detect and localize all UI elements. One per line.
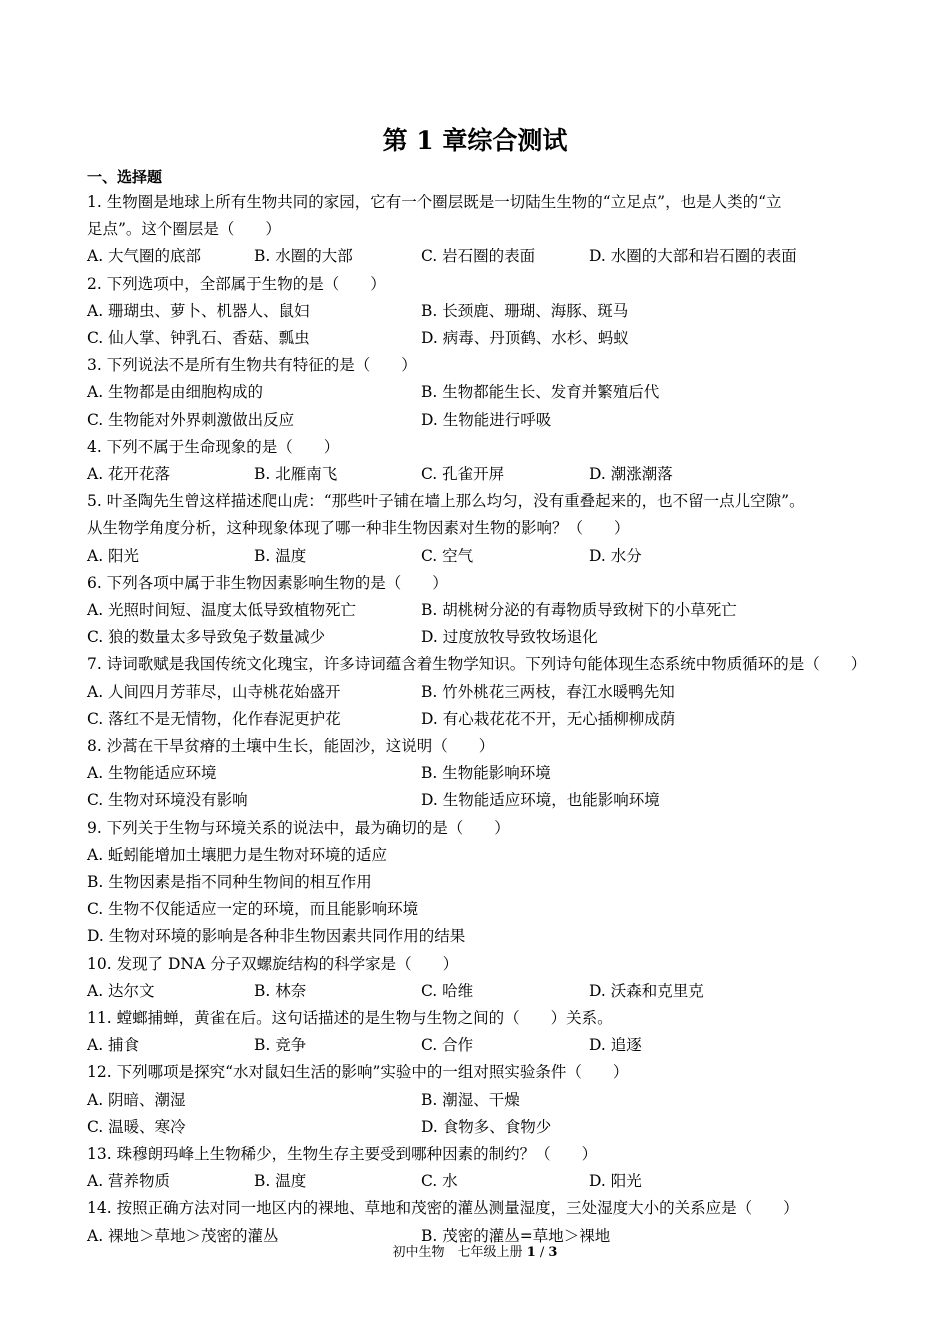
option-d: D. 阳光 [589,1172,642,1191]
option-b: B. 水圈的大部 [254,247,353,266]
question-stem: 从生物学角度分析，这种现象体现了哪一种非生物因素对生物的影响？（ ） [87,519,630,538]
option-a: A. 生物都是由细胞构成的 [87,383,264,402]
question-stem: 4. 下列不属于生命现象的是（ ） [87,437,340,456]
option-a: A. 达尔文 [87,981,155,1000]
page-title: 第 1 章综合测试 [382,126,568,155]
option-b: B. 林奈 [254,981,307,1000]
option-b: B. 竞争 [254,1036,307,1055]
option-c: C. 孔雀开屏 [421,465,505,483]
option-a: A. 蚯蚓能增加土壤肥力是生物对环境的适应 [87,845,388,864]
option-c: C. 生物对环境没有影响 [87,791,248,810]
option-d: D. 生物能适应环境，也能影响环境 [421,791,660,810]
option-c: C. 生物能对外界刺激做出反应 [87,410,295,429]
option-a: A. 生物能适应环境 [87,764,217,783]
option-c: C. 仙人掌、钟乳石、香菇、瓢虫 [87,329,310,347]
option-c: C. 狼的数量太多导致兔子数量减少 [87,628,326,647]
option-d: D. 有心栽花花不开，无心插柳柳成荫 [421,709,676,728]
footer-page: 1 [526,1245,536,1260]
option-d: D. 沃森和克里克 [589,981,704,1000]
option-a: A. 珊瑚虫、萝卜、机器人、鼠妇 [87,301,310,320]
question-stem: 5. 叶圣陶先生曾这样描述爬山虎：“那些叶子铺在墙上那么均匀，没有重叠起来的，也不留一点儿空隙”。 [87,492,805,511]
footer-sep: / [535,1245,549,1260]
option-b: B. 长颈鹿、珊瑚、海豚、斑马 [421,301,629,320]
question-stem: 8. 沙蒿在干旱贫瘠的土壤中生长，能固沙，这说明（ ） [87,737,495,755]
option-b: B. 生物因素是指不同种生物间的相互作用 [87,873,372,891]
option-c: C. 哈维 [421,981,474,1000]
footer-total: 3 [548,1245,558,1260]
option-a: A. 阳光 [87,546,140,565]
question-stem: 1. 生物圈是地球上所有生物共同的家园，它有一个圈层既是一切陆生生物的“立足点”，也是人类的“立 [87,193,782,211]
option-a: A. 阴暗、潮湿 [87,1090,186,1109]
question-stem: 7. 诗词歌赋是我国传统文化瑰宝，许多诗词蕴含着生物学知识。下列诗句能体现生态系统中物质循环的是（ ） [87,655,867,674]
option-b: B. 生物能影响环境 [421,764,551,783]
option-d: D. 病毒、丹顶鹤、水杉、蚂蚁 [421,329,629,347]
question-stem: 足点”。这个圈层是（ ） [87,220,281,239]
question-stem: 12. 下列哪项是探究“水对鼠妇生活的影响”实验中的一组对照实验条件（ ） [87,1063,629,1082]
option-b: B. 温度 [254,1172,307,1191]
question-stem: 3. 下列说法不是所有生物共有特征的是（ ） [87,356,417,375]
question-stem: 9. 下列关于生物与环境关系的说法中，最为确切的是（ ） [87,818,510,837]
option-a: A. 捕食 [87,1036,140,1055]
option-c: C. 生物不仅能适应一定的环境，而且能影响环境 [87,900,419,919]
option-a: A. 光照时间短、温度太低导致植物死亡 [87,601,357,619]
option-d: D. 过度放牧导致牧场退化 [421,628,598,647]
option-d: D. 水分 [589,546,642,565]
question-stem: 10. 发现了 DNA 分子双螺旋结构的科学家是（ ） [87,954,459,973]
option-c: C. 温暖、寒冷 [87,1117,186,1136]
option-d: D. 食物多、食物少 [421,1117,552,1136]
option-a: A. 花开花落 [87,465,171,483]
question-stem: 11. 螳螂捕蝉，黄雀在后。这句话描述的是生物与生物之间的（ ）关系。 [87,1009,613,1027]
option-a: A. 营养物质 [87,1172,171,1191]
option-b: B. 温度 [254,546,307,565]
question-stem: 13. 珠穆朗玛峰上生物稀少，生物生存主要受到哪种因素的制约？（ ） [87,1145,598,1163]
option-b: B. 竹外桃花三两枝，春江水暖鸭先知 [421,682,675,701]
option-c: C. 岩石圈的表面 [421,247,536,266]
option-c: C. 合作 [421,1036,474,1055]
question-stem: 2. 下列选项中，全部属于生物的是（ ） [87,274,386,293]
option-d: D. 追逐 [589,1036,642,1055]
question-stem: 6. 下列各项中属于非生物因素影响生物的是（ ） [87,573,448,592]
option-b: B. 生物都能生长、发育并繁殖后代 [421,383,660,402]
option-a: A. 人间四月芳菲尽，山寺桃花始盛开 [87,682,341,701]
option-c: C. 空气 [421,546,474,565]
page-footer [0,1243,950,1263]
option-b: B. 潮湿、干燥 [421,1090,520,1109]
option-a: A. 大气圈的底部 [87,247,202,266]
option-b: B. 茂密的灌丛=草地＞裸地 [421,1226,611,1245]
option-c: C. 水 [421,1172,458,1191]
option-d: D. 生物能进行呼吸 [421,410,552,429]
footer-text: 初中生物 七年级上册 [392,1245,527,1260]
question-stem: 14. 按照正确方法对同一地区内的裸地、草地和茂密的灌丛测量湿度，三处湿度大小的关系应是（ ） [87,1199,799,1218]
section-title: 一、选择题 [87,168,163,186]
option-b: B. 胡桃树分泌的有毒物质导致树下的小草死亡 [421,601,737,619]
option-a: A. 裸地＞草地＞茂密的灌丛 [87,1226,279,1245]
option-b: B. 北雁南飞 [254,465,338,483]
option-d: D. 潮涨潮落 [589,465,673,483]
option-d: D. 水圈的大部和岩石圈的表面 [589,247,797,266]
option-c: C. 落红不是无情物，化作春泥更护花 [87,709,341,728]
option-d: D. 生物对环境的影响是各种非生物因素共同作用的结果 [87,927,466,946]
